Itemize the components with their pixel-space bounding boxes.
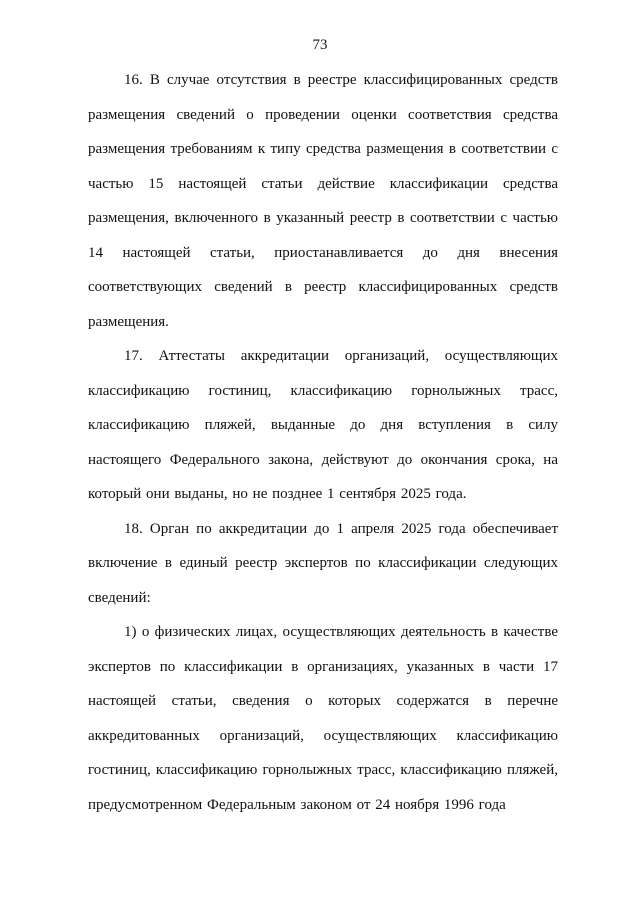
paragraph-18-item-1: 1) о физических лицах, осуществляющих деятельность в качестве экспертов по классификации в организациях, указанных в части 17 настоящей статьи, сведения о которых содержатся в перечне аккредитованных организаций, осуществляющих классификацию гостиниц, классификацию горнолыжных трасс, классификацию пляжей, предусмотренном Федеральным законом от 24 ноября 1996 года	[88, 624, 558, 813]
paragraph-16: 16. В случае отсутствия в реестре классифицированных средств размещения сведений о проведении оценки соответствия средства размещения требованиям к типу средства размещения в соответствии с частью 15 настоящей статьи действие классификации средства размещения, включенного в указанный реестр в соответствии с частью 14 настоящей статьи, приостанавливается до дня внесения соответствующих сведений в реестр классифицированных средств размещения.	[88, 72, 558, 330]
paragraph-18: 18. Орган по аккредитации до 1 апреля 2025 года обеспечивает включение в единый реестр экспертов по классификации следующих сведений:	[88, 520, 558, 606]
document-body	[88, 63, 558, 822]
page-number: 73	[312, 37, 328, 53]
paragraph-17: 17. Аттестаты аккредитации организаций, осуществляющих классификацию гостиниц, классификацию горнолыжных трасс, классификацию пляжей, выданные до дня вступления в силу настоящего Федерального закона, действуют до окончания срока, на который они выданы, но не позднее 1 сентября 2025 года.	[88, 348, 558, 502]
